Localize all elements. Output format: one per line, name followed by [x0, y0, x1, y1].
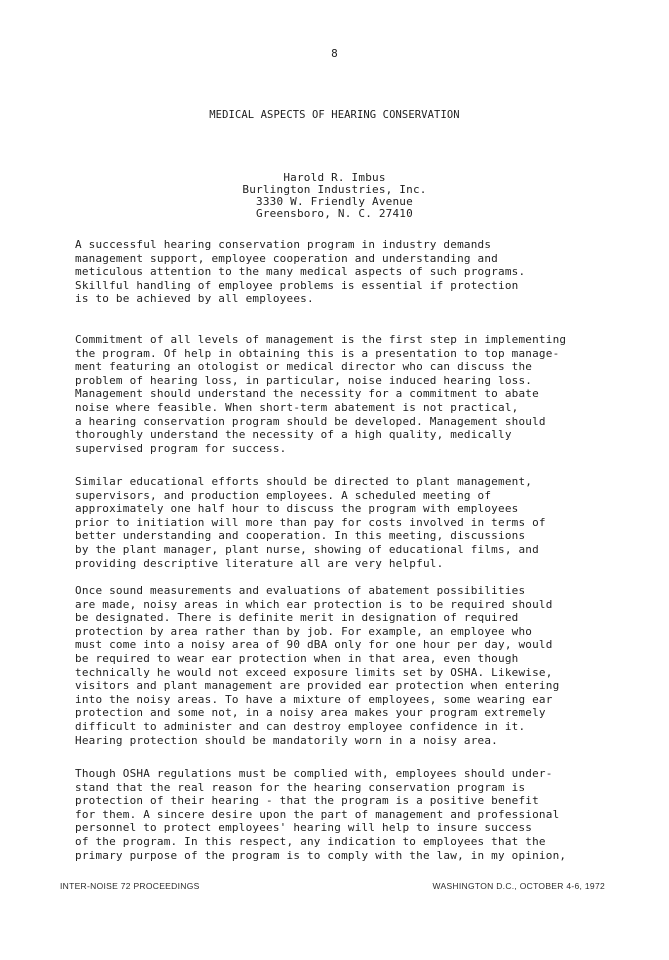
text-line: better understanding and cooperation. In this meeting, discussions: [75, 529, 526, 543]
text-line: meticulous attention to the many medical aspects of such programs.: [75, 265, 526, 279]
text-line: supervisors, and production employees. A scheduled meeting of: [75, 488, 492, 502]
text-line: by the plant manager, plant nurse, showing of educational films, and: [75, 542, 539, 556]
text-line: A successful hearing conservation program in industry demands: [75, 238, 492, 251]
paragraph-5: [75, 767, 605, 862]
text-line: prior to initiation will more than pay for costs involved in terms of: [75, 515, 546, 529]
paper-title: MEDICAL ASPECTS OF HEARING CONSERVATION: [209, 109, 460, 121]
text-line: noise where feasible. When short-term abatement is not practical,: [75, 400, 519, 414]
text-line: providing descriptive literature all are very helpful.: [75, 556, 444, 570]
text-line: technically he would not exceed exposure limits set by OSHA. Likewise,: [75, 665, 553, 679]
text-line: a hearing conservation program should be developed. Management should: [75, 414, 546, 428]
author-name: Harold R. Imbus: [283, 171, 386, 184]
paragraph-1: [75, 238, 605, 306]
footer-location-date: WASHINGTON D.C., OCTOBER 4-6, 1972: [432, 881, 605, 891]
text-line: Though OSHA regulations must be complied with, employees should under-: [75, 767, 553, 780]
text-line: visitors and plant management are provided ear protection when entering: [75, 679, 560, 693]
text-line: are made, noisy areas in which ear protection is to be required should: [75, 597, 553, 611]
text-line: Management should understand the necessity for a commitment to abate: [75, 387, 539, 401]
text-line: Skillful handling of employee problems is essential if protection: [75, 278, 519, 292]
text-line: problem of hearing loss, in particular, noise induced hearing loss.: [75, 373, 533, 387]
text-line: thoroughly understand the necessity of a high quality, medically: [75, 428, 512, 442]
text-line: be designated. There is definite merit in designation of required: [75, 611, 519, 625]
text-line: approximately one half hour to discuss the program with employees: [75, 502, 519, 516]
text-line: protection by area rather than by job. For example, an employee who: [75, 624, 533, 638]
author-company: Burlington Industries, Inc.: [242, 183, 427, 196]
text-line: stand that the real reason for the hearing conservation program is: [75, 780, 526, 794]
text-line: Hearing protection should be mandatorily worn in a noisy area.: [75, 733, 498, 747]
author-block: [0, 172, 669, 220]
text-line: Once sound measurements and evaluations of abatement possibilities: [75, 584, 526, 597]
text-line: the program. Of help in obtaining this is a presentation to top manage-: [75, 346, 560, 360]
text-line: management support, employee cooperation and understanding and: [75, 251, 498, 265]
text-line: Commitment of all levels of management is the first step in implementing: [75, 333, 567, 346]
text-line: protection and some not, in a noisy area makes your program extremely: [75, 706, 546, 720]
paragraph-4: [75, 584, 605, 747]
text-line: for them. A sincere desire upon the part of management and professional: [75, 807, 560, 821]
text-line: into the noisy areas. To have a mixture of employees, some wearing ear: [75, 692, 553, 706]
paragraph-3: [75, 475, 605, 570]
text-line: must come into a noisy area of 90 dBA only for one hour per day, would: [75, 638, 553, 652]
text-line: protection of their hearing - that the program is a positive benefit: [75, 794, 539, 808]
paragraph-2: [75, 333, 605, 455]
text-line: be required to wear ear protection when in that area, even though: [75, 651, 519, 665]
text-line: of the program. In this respect, any indication to employees that the: [75, 834, 546, 848]
text-line: difficult to administer and can destroy employee confidence in it.: [75, 719, 526, 733]
footer-proceedings: INTER-NOISE 72 PROCEEDINGS: [60, 881, 200, 891]
text-line: ment featuring an otologist or medical director who can discuss the: [75, 360, 533, 374]
text-line: supervised program for success.: [75, 441, 287, 455]
page-number: 8: [331, 47, 338, 60]
author-city: Greensboro, N. C. 27410: [256, 207, 413, 220]
author-street: 3330 W. Friendly Avenue: [256, 195, 413, 208]
text-line: is to be achieved by all employees.: [75, 292, 314, 306]
text-line: personnel to protect employees' hearing will help to insure success: [75, 821, 533, 835]
text-line: Similar educational efforts should be directed to plant management,: [75, 475, 533, 488]
text-line: primary purpose of the program is to comply with the law, in my opinion,: [75, 848, 567, 862]
